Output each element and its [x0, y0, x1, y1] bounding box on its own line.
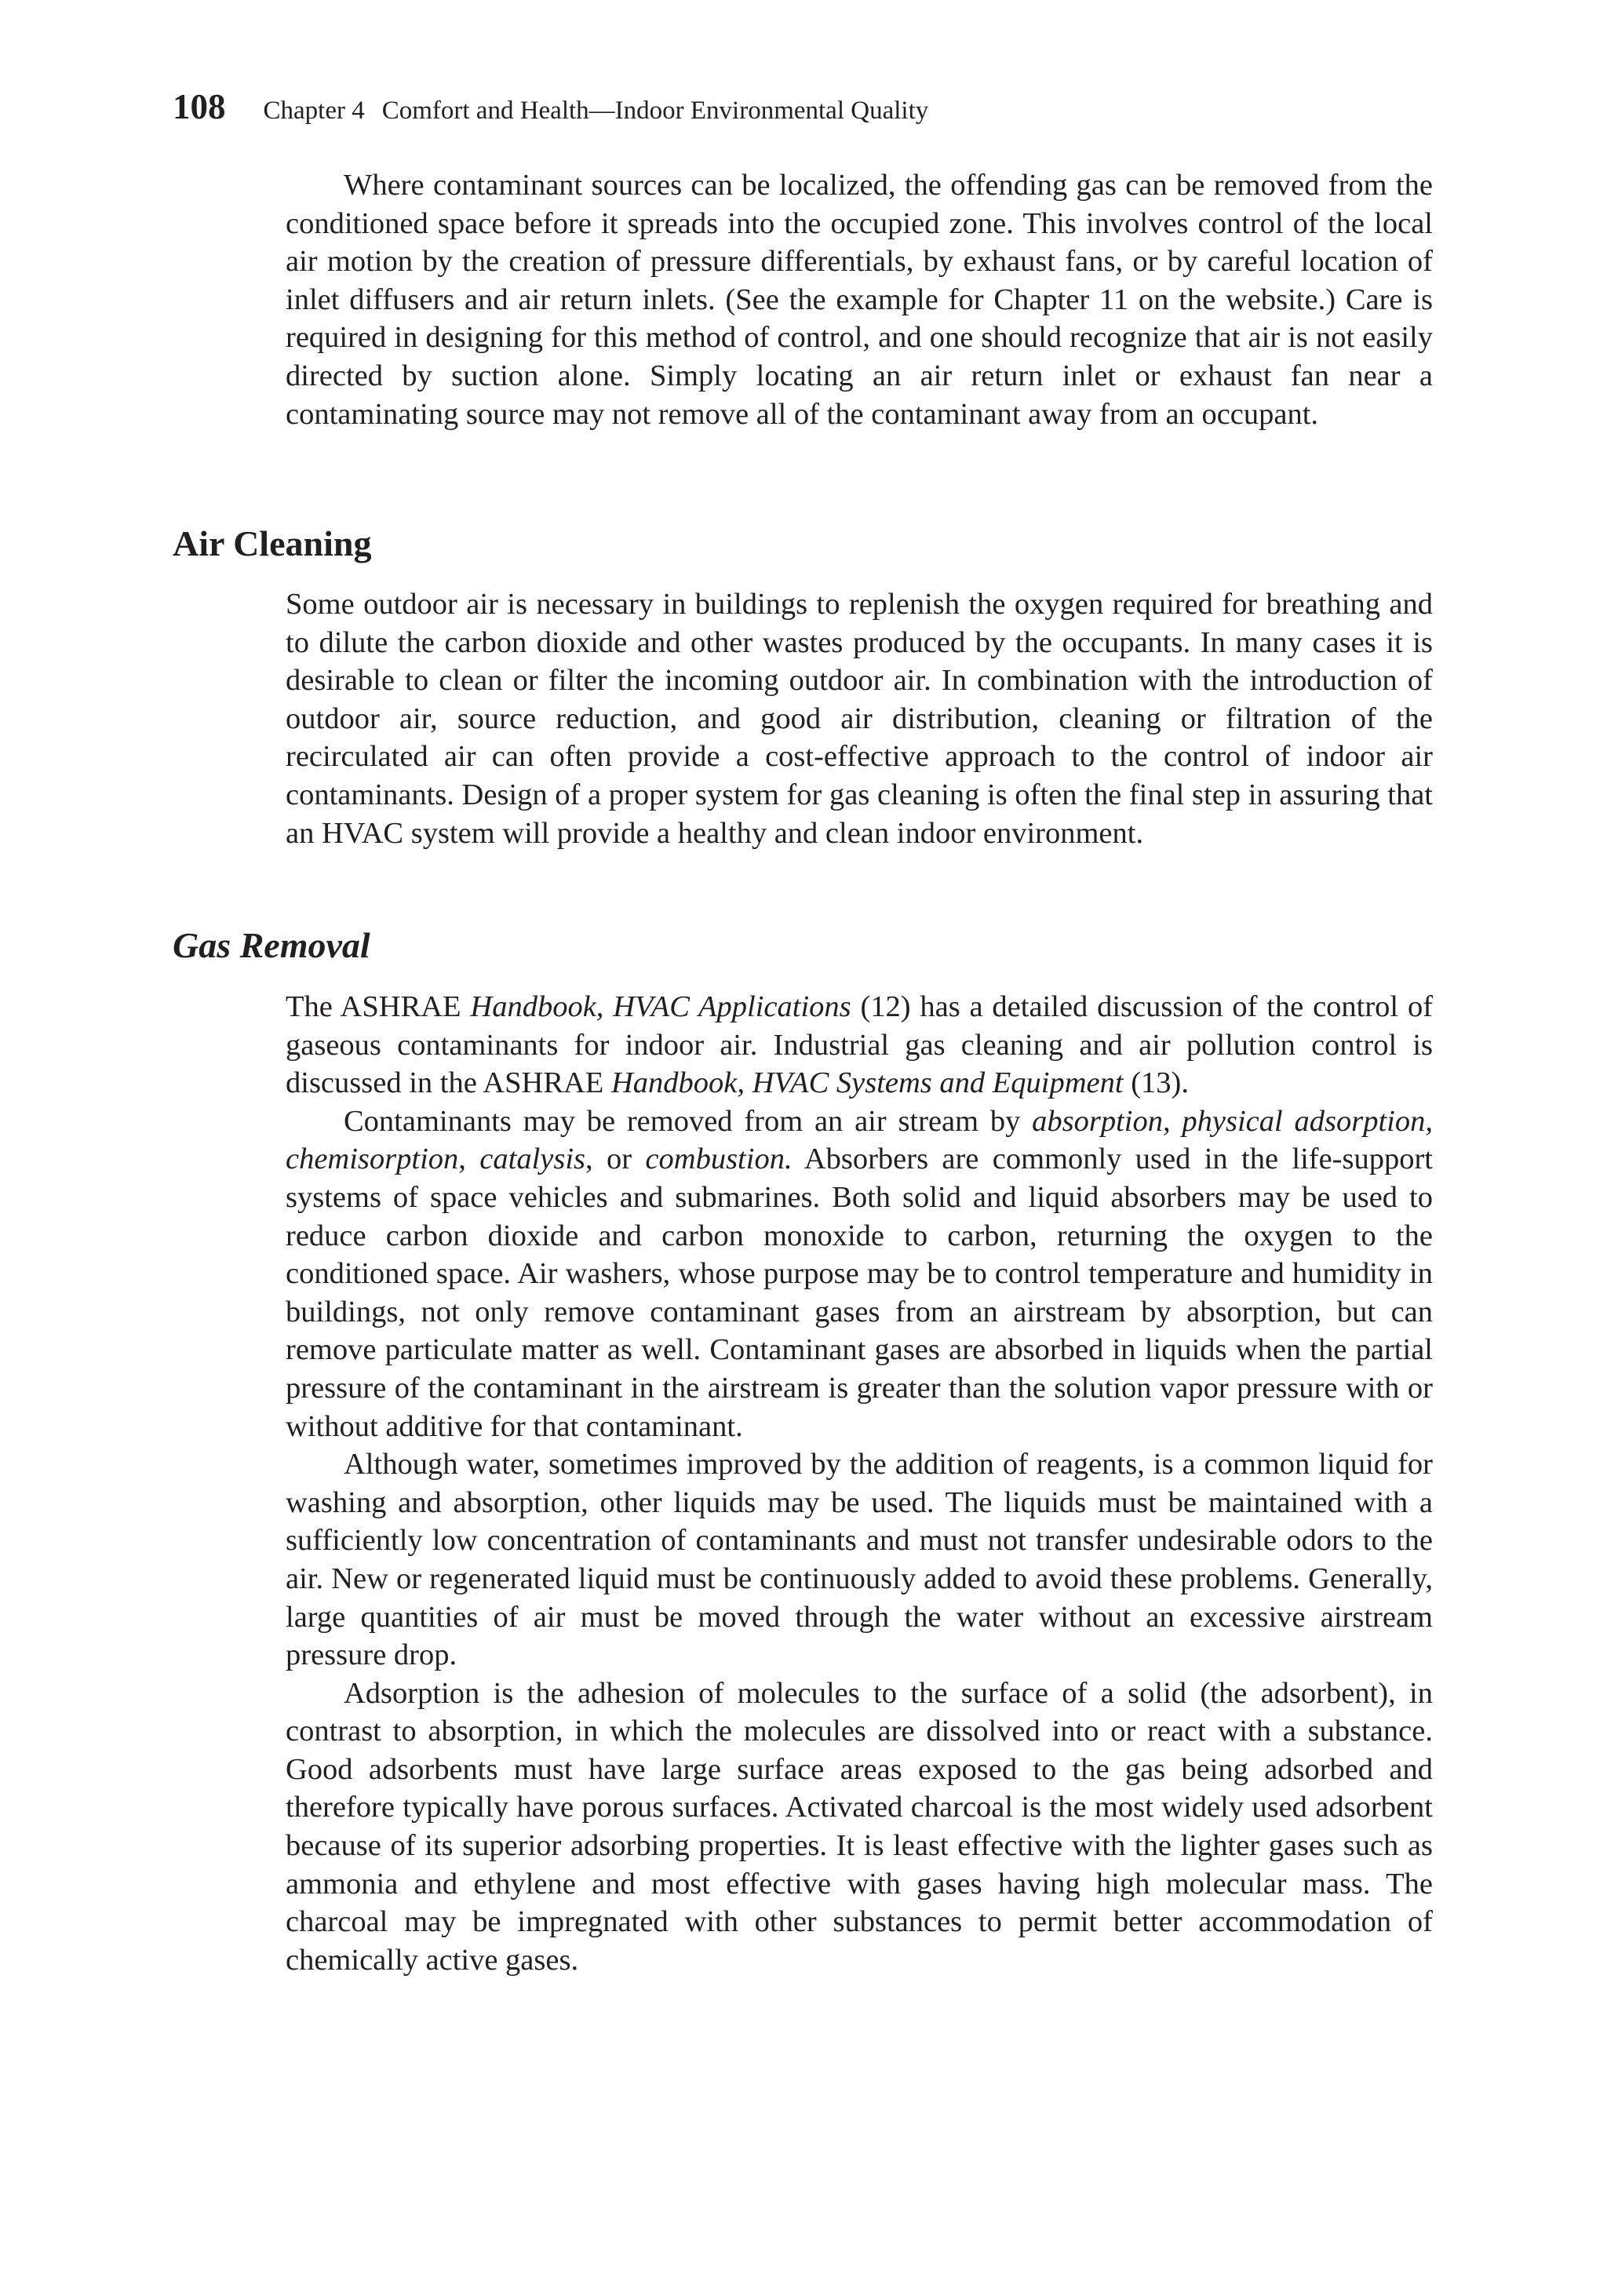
gas-removal-paragraph-2 [286, 1102, 1433, 1445]
emphasized-term: absorption, physical adsorption, chemisorption [286, 1104, 1433, 1176]
emphasized-term: combustion. [645, 1143, 793, 1176]
text-run: , or [585, 1143, 646, 1176]
gas-removal-paragraph-1 [286, 988, 1433, 1102]
air-cleaning-heading: Air Cleaning [173, 523, 372, 563]
chapter-label: Chapter 4 [263, 97, 365, 125]
publication-title: Handbook, HVAC Systems and Equipment [610, 1066, 1124, 1100]
text-run: (13). [1123, 1066, 1189, 1100]
chapter-title: Comfort and Health—Indoor Environmental Quality [381, 97, 929, 125]
text-run: Contaminants may be removed from an air stream by [344, 1104, 1033, 1138]
gas-removal-section [286, 988, 1433, 1979]
air-cleaning-section [286, 585, 1433, 852]
page-number: 108 [173, 87, 226, 126]
publication-title: Handbook, HVAC Applications [470, 990, 851, 1023]
text-run: The ASHRAE [286, 990, 471, 1023]
text-run: Absorbers are commonly used in the life-support systems of space vehicles and submarines. Both solid and liquid absorbers may be used to reduce carbon dioxide and carbon monoxide to carbon, returning the oxygen to the conditioned space. Air washers, whose purpose may be to control temperature and humidity in buildings, not only remove contaminant gases from an airstream by absorption, but can remove particulate matter as well. Contaminant gases are absorbed in liquids when the partial pressure of the contaminant in the airstream is greater than the solution vapor pressure with or without additive for that contaminant. [286, 1143, 1434, 1443]
text-run: , [458, 1143, 480, 1176]
emphasized-term: catalysis [479, 1143, 586, 1176]
intro-paragraph: Where contaminant sources can be localized, the offending gas can be removed from the conditioned space before it spreads into the occupied zone. This involves control of the local air motion by the creation of pressure differentials, by exhaust fans, or by careful location of inlet diffusers and air return inlets. (See the example for Chapter 11 on the website.) Care is required in designing for this method of control, and one should recognize that air is not easily directed by suction alone. Simply locating an air return inlet or exhaust fan near a contaminating source may not remove all of the contaminant away from an occupant. [286, 169, 1433, 431]
gas-removal-paragraph-3: Although water, sometimes improved by the addition of reagents, is a common liquid for washing and absorption, other liquids may be used. The liquids must be maintained with a sufficiently low concentration of contaminants and must not transfer undesirable odors to the air. New or regenerated liquid must be continuously added to avoid these problems. Generally, large quantities of air must be moved through the water without an excessive airstream pressure drop. [286, 1448, 1433, 1672]
air-cleaning-paragraph: Some outdoor air is necessary in buildings to replenish the oxygen required for breathing and to dilute the carbon dioxide and other wastes produced by the occupants. In many cases it is desirable to clean or filter the incoming outdoor air. In combination with the introduction of outdoor air, source reduction, and good air distribution, cleaning or filtration of the recirculated air can often provide a cost-effective approach to the control of indoor air contaminants. Design of a proper system for gas cleaning is often the final step in assuring that an HVAC system will provide a healthy and clean indoor environment. [286, 588, 1433, 850]
intro-section [286, 166, 1433, 433]
gas-removal-heading: Gas Removal [173, 925, 370, 965]
text-run: (12) has a detailed discussion of the control of gaseous contaminants for indoor air. Industrial gas cleaning and air pollution control is discussed in the ASHRAE [286, 990, 1434, 1100]
running-head [173, 86, 1428, 133]
gas-removal-paragraph-4: Adsorption is the adhesion of molecules to the surface of a solid (the adsorbent), in contrast to absorption, in which the molecules are dissolved into or react with a substance. Good adsorbents must have large surface areas exposed to the gas being adsorbed and therefore typically have porous surfaces. Activated charcoal is the most widely used adsorbent because of its superior adsorbing properties. It is least effective with the lighter gases such as ammonia and ethylene and most effective with gases having high molecular mass. The charcoal may be impregnated with other substances to permit better accommodation of chemically active gases. [286, 1676, 1433, 1977]
